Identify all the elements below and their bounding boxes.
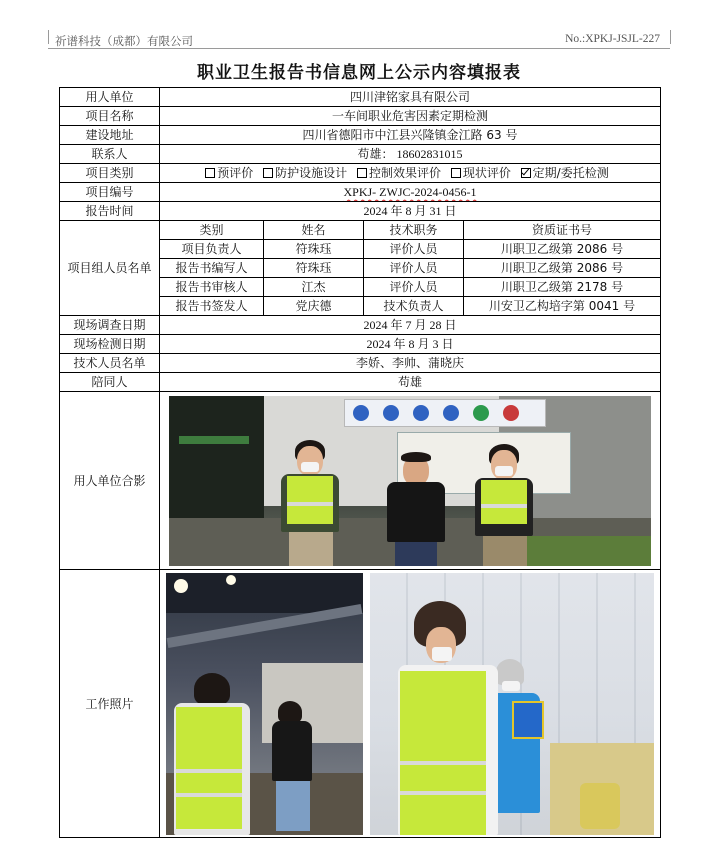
row-label: 陪同人 xyxy=(60,373,160,392)
row-testing-date xyxy=(60,335,661,354)
category-option-protection-design: 防护设施设计 xyxy=(263,166,347,180)
survey-date-value: 2024 年 7 月 28 日 xyxy=(160,316,661,335)
row-label: 联系人 xyxy=(60,145,160,164)
row-label: 项目类别 xyxy=(60,164,160,183)
member-title: 评价人员 xyxy=(364,259,464,278)
address-value: 四川省德阳市中江县兴隆镇金江路 63 号 xyxy=(160,126,661,145)
member-role: 报告书审核人 xyxy=(160,278,264,297)
project-no-value: XPKJ- ZWJC-2024-0456-1 xyxy=(343,185,477,199)
category-option-periodic-testing: 定期/委托检测 xyxy=(521,166,609,180)
row-report-date xyxy=(60,202,661,221)
member-name: 党庆德 xyxy=(264,297,364,316)
row-work-photos xyxy=(60,570,661,838)
member-role: 报告书编写人 xyxy=(160,259,264,278)
member-name: 江杰 xyxy=(264,278,364,297)
project-name-value: 一车间职业危害因素定期检测 xyxy=(160,107,661,126)
team-label: 项目组人员名单 xyxy=(60,221,160,316)
safety-signs xyxy=(344,399,546,427)
row-label: 工作照片 xyxy=(60,570,160,838)
row-project-no xyxy=(60,183,661,202)
member-name: 符珠珏 xyxy=(264,240,364,259)
row-escort xyxy=(60,373,661,392)
checkbox-icon xyxy=(357,168,367,178)
row-label: 现场调查日期 xyxy=(60,316,160,335)
row-label: 技术人员名单 xyxy=(60,354,160,373)
team-header: 资质证书号 xyxy=(464,221,661,240)
company-name: 祈谱科技（成都）有限公司 xyxy=(55,34,193,48)
member-title: 评价人员 xyxy=(364,278,464,297)
category-option-pre-evaluation: 预评价 xyxy=(205,166,253,180)
member-name: 符珠珏 xyxy=(264,259,364,278)
row-label: 报告时间 xyxy=(60,202,160,221)
row-technicians xyxy=(60,354,661,373)
technicians-value: 李娇、李帅、蒲晓庆 xyxy=(160,354,661,373)
work-photo-1-image xyxy=(166,573,363,835)
row-label: 用人单位 xyxy=(60,88,160,107)
crop-mark xyxy=(670,30,671,44)
member-cert: 川职卫乙级第 2178 号 xyxy=(464,278,661,297)
row-label: 建设地址 xyxy=(60,126,160,145)
row-address xyxy=(60,126,661,145)
document-number: No.:XPKJ-JSJL-227 xyxy=(565,33,660,45)
category-option-status-evaluation: 现状评价 xyxy=(451,166,511,180)
row-label: 用人单位合影 xyxy=(60,392,160,570)
info-table xyxy=(59,87,661,838)
category-option-control-effect: 控制效果评价 xyxy=(357,166,441,180)
member-cert: 川职卫乙级第 2086 号 xyxy=(464,240,661,259)
member-role: 项目负责人 xyxy=(160,240,264,259)
category-options xyxy=(160,164,661,183)
team-header-row xyxy=(60,221,661,240)
member-title: 评价人员 xyxy=(364,240,464,259)
header-rule xyxy=(48,48,670,49)
group-photo-image xyxy=(169,396,651,566)
team-header: 类别 xyxy=(160,221,264,240)
row-label: 项目名称 xyxy=(60,107,160,126)
row-group-photo xyxy=(60,392,661,570)
member-title: 技术负责人 xyxy=(364,297,464,316)
crop-mark xyxy=(48,30,49,44)
testing-instrument xyxy=(512,701,544,739)
team-header: 技术职务 xyxy=(364,221,464,240)
member-cert: 川安卫乙构培字第 0041 号 xyxy=(464,297,661,316)
checkbox-icon xyxy=(205,168,215,178)
member-role: 报告书签发人 xyxy=(160,297,264,316)
row-label: 现场检测日期 xyxy=(60,335,160,354)
row-survey-date xyxy=(60,316,661,335)
team-header: 姓名 xyxy=(264,221,364,240)
contact-value: 苟雄： 18602831015 xyxy=(160,145,661,164)
employer-value: 四川津铭家具有限公司 xyxy=(160,88,661,107)
page-title: 职业卫生报告书信息网上公示内容填报表 xyxy=(197,63,521,83)
checkbox-icon xyxy=(263,168,273,178)
work-photo-2-image xyxy=(370,573,654,835)
row-project-name xyxy=(60,107,661,126)
testing-date-value: 2024 年 8 月 3 日 xyxy=(160,335,661,354)
row-contact xyxy=(60,145,661,164)
escort-value: 苟雄 xyxy=(160,373,661,392)
report-date-value: 2024 年 8 月 31 日 xyxy=(160,202,661,221)
row-label: 项目编号 xyxy=(60,183,160,202)
checkbox-icon xyxy=(451,168,461,178)
row-employer xyxy=(60,88,661,107)
member-cert: 川职卫乙级第 2086 号 xyxy=(464,259,661,278)
row-category xyxy=(60,164,661,183)
checked-checkbox-icon xyxy=(521,168,531,178)
